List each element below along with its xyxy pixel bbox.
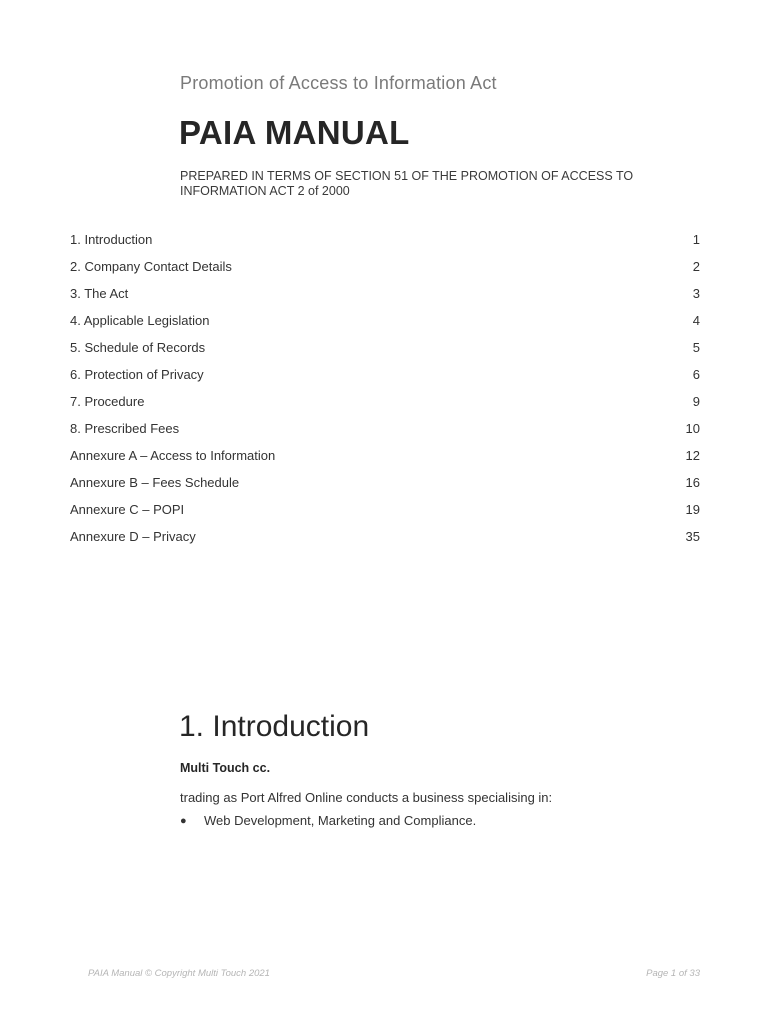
toc-entry[interactable] (70, 420, 700, 447)
toc-entry[interactable] (70, 285, 700, 312)
toc-entry-label: 2. Company Contact Details (70, 259, 232, 274)
toc-entry-page: 4 (692, 313, 700, 328)
toc-entry-label: 1. Introduction (70, 232, 153, 247)
toc-entry-label: Annexure D – Privacy (70, 529, 196, 544)
toc-entry-label: 5. Schedule of Records (70, 340, 206, 355)
toc-entry-page: 12 (685, 448, 700, 463)
toc-entry[interactable] (70, 447, 700, 474)
toc-entry-page: 1 (692, 232, 700, 247)
toc-entry[interactable] (70, 474, 700, 501)
toc-entry-page: 6 (692, 367, 700, 382)
footer-copyright: PAIA Manual © Copyright Multi Touch 2021 (88, 968, 270, 979)
toc-entry-label: 6. Protection of Privacy (70, 367, 204, 382)
toc-entry[interactable] (70, 393, 700, 420)
toc-entry[interactable] (70, 312, 700, 339)
prepared-statement: PREPARED IN TERMS OF SECTION 51 OF THE PROMOTION OF ACCESS TO INFORMATION ACT 2 of 2000 (180, 169, 634, 198)
toc-entry-label: Annexure A – Access to Information (70, 448, 276, 463)
toc-entry-label: Annexure C – POPI (70, 502, 185, 517)
toc-entry[interactable] (70, 501, 700, 528)
list-item (180, 812, 476, 830)
company-name: Multi Touch cc. (180, 761, 271, 775)
toc-entry-label: Annexure B – Fees Schedule (70, 475, 240, 490)
toc-entry-page: 3 (692, 286, 700, 301)
toc-entry[interactable] (70, 366, 700, 393)
document-title: PAIA MANUAL (179, 114, 410, 151)
toc-entry-label: 7. Procedure (70, 394, 145, 409)
toc-entry-page: 10 (685, 421, 700, 436)
toc-entry-page: 2 (692, 259, 700, 274)
document-subtitle: Promotion of Access to Information Act (180, 73, 497, 93)
section-heading-introduction: 1. Introduction (179, 710, 370, 743)
services-list (180, 812, 476, 830)
toc-entry-label: 4. Applicable Legislation (70, 313, 210, 328)
trading-statement: trading as Port Alfred Online conducts a business specialising in: (180, 790, 553, 805)
toc-entry-page: 9 (692, 394, 700, 409)
toc-entry[interactable] (70, 339, 700, 366)
toc-entry-page: 35 (685, 529, 700, 544)
toc-entry-label: 8. Prescribed Fees (70, 421, 180, 436)
toc-entry[interactable] (70, 528, 700, 555)
bullet-icon: ● (180, 815, 187, 827)
footer-page-number: Page 1 of 33 (646, 968, 700, 979)
toc-entry-page: 19 (685, 502, 700, 517)
toc-entry[interactable] (70, 258, 700, 285)
toc-entry[interactable] (70, 231, 700, 258)
table-of-contents (70, 231, 700, 555)
toc-entry-page: 16 (685, 475, 700, 490)
toc-entry-label: 3. The Act (70, 286, 129, 301)
toc-entry-page: 5 (692, 340, 700, 355)
list-item-text: Web Development, Marketing and Compliance. (204, 813, 477, 828)
